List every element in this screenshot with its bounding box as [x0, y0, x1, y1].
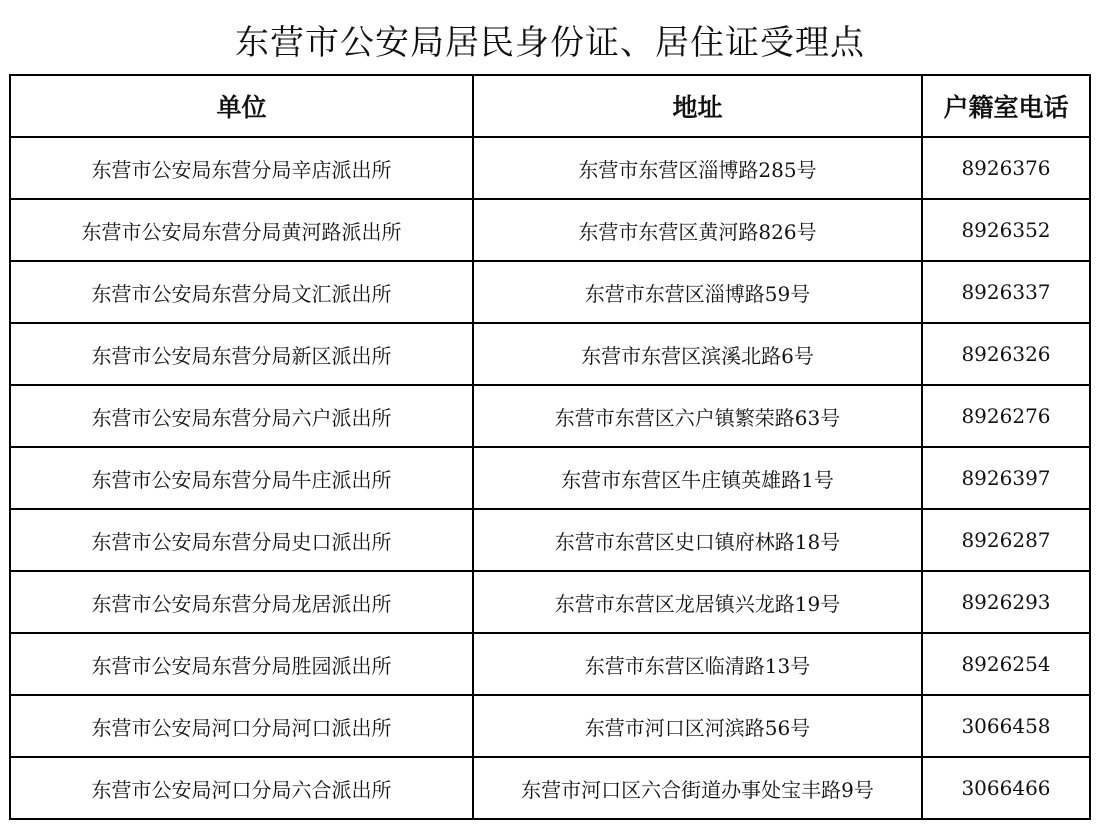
table-row — [10, 695, 1090, 757]
unit-cell: 东营市公安局河口分局河口派出所 — [10, 695, 473, 757]
address-cell: 东营市东营区黄河路826号 — [473, 199, 922, 261]
table-header — [10, 75, 1090, 137]
unit-cell: 东营市公安局东营分局新区派出所 — [10, 323, 473, 385]
table-row — [10, 137, 1090, 199]
table-row — [10, 757, 1090, 819]
page-title: 东营市公安局居民身份证、居住证受理点 — [235, 23, 865, 63]
office-table — [9, 74, 1091, 820]
address-cell: 东营市东营区临清路13号 — [473, 633, 922, 695]
header-row — [10, 75, 1090, 137]
address-cell: 东营市东营区六户镇繁荣路63号 — [473, 385, 922, 447]
table-row — [10, 323, 1090, 385]
table-row — [10, 509, 1090, 571]
unit-cell: 东营市公安局东营分局牛庄派出所 — [10, 447, 473, 509]
address-cell: 东营市东营区龙居镇兴龙路19号 — [473, 571, 922, 633]
phone-cell: 8926254 — [922, 633, 1090, 695]
unit-cell: 东营市公安局河口分局六合派出所 — [10, 757, 473, 819]
unit-cell: 东营市公安局东营分局胜园派出所 — [10, 633, 473, 695]
table-body — [10, 137, 1090, 819]
address-cell: 东营市东营区淄博路285号 — [473, 137, 922, 199]
phone-cell: 8926293 — [922, 571, 1090, 633]
unit-cell: 东营市公安局东营分局龙居派出所 — [10, 571, 473, 633]
address-cell: 东营市东营区史口镇府林路18号 — [473, 509, 922, 571]
table-row — [10, 261, 1090, 323]
table-row — [10, 447, 1090, 509]
phone-cell: 3066466 — [922, 757, 1090, 819]
phone-cell: 8926352 — [922, 199, 1090, 261]
column-header-address: 地址 — [473, 75, 922, 137]
address-cell: 东营市东营区滨溪北路6号 — [473, 323, 922, 385]
phone-cell: 8926326 — [922, 323, 1090, 385]
unit-cell: 东营市公安局东营分局六户派出所 — [10, 385, 473, 447]
address-cell: 东营市东营区淄博路59号 — [473, 261, 922, 323]
column-header-phone: 户籍室电话 — [922, 75, 1090, 137]
phone-cell: 8926337 — [922, 261, 1090, 323]
phone-cell: 3066458 — [922, 695, 1090, 757]
unit-cell: 东营市公安局东营分局辛店派出所 — [10, 137, 473, 199]
phone-cell: 8926287 — [922, 509, 1090, 571]
address-cell: 东营市河口区六合街道办事处宝丰路9号 — [473, 757, 922, 819]
table-row — [10, 571, 1090, 633]
table-row — [10, 199, 1090, 261]
address-cell: 东营市河口区河滨路56号 — [473, 695, 922, 757]
unit-cell: 东营市公安局东营分局史口派出所 — [10, 509, 473, 571]
phone-cell: 8926376 — [922, 137, 1090, 199]
table-row — [10, 633, 1090, 695]
phone-cell: 8926276 — [922, 385, 1090, 447]
unit-cell: 东营市公安局东营分局文汇派出所 — [10, 261, 473, 323]
phone-cell: 8926397 — [922, 447, 1090, 509]
address-cell: 东营市东营区牛庄镇英雄路1号 — [473, 447, 922, 509]
unit-cell: 东营市公安局东营分局黄河路派出所 — [10, 199, 473, 261]
column-header-unit: 单位 — [10, 75, 473, 137]
table-row — [10, 385, 1090, 447]
